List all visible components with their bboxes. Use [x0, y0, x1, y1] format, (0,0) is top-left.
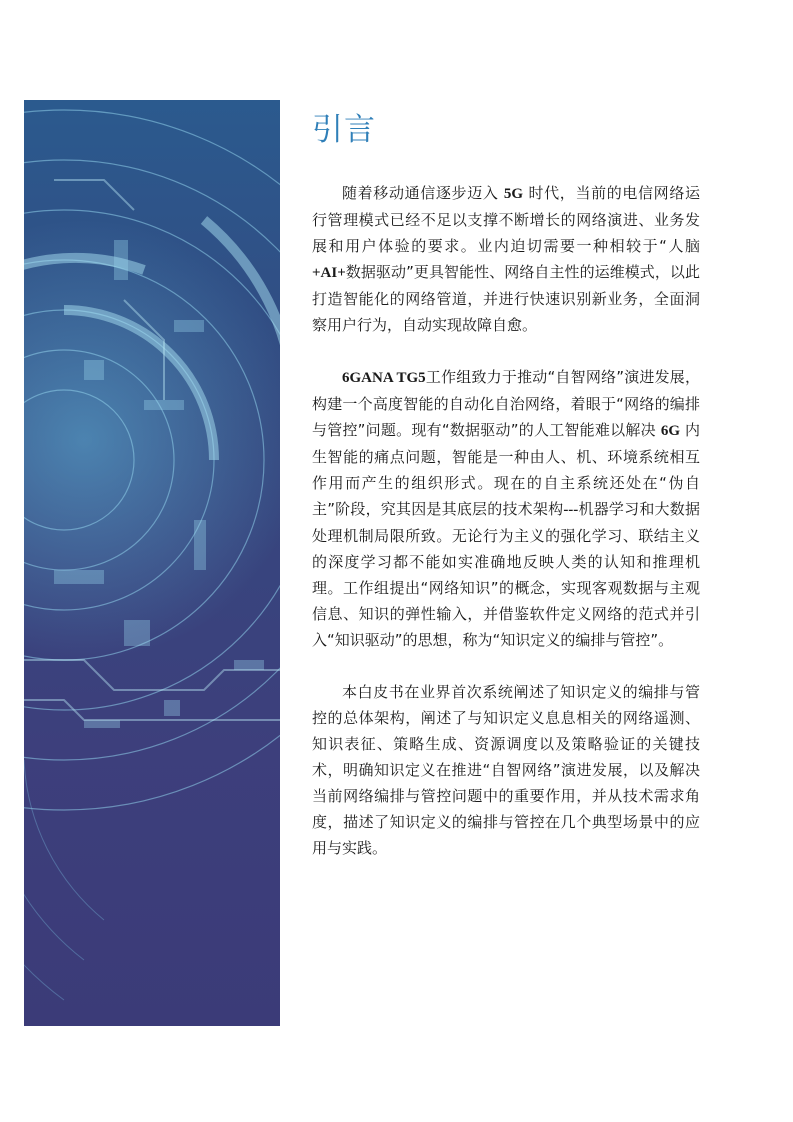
decorative-side-panel: [24, 100, 280, 1026]
text-run: 内生智能的痛点问题，智能是一种由人、机、环境系统相互作用而产生的组织形式。现在的自主系统还处在“伪自主”阶段，究其因是其底层的技术架构: [312, 421, 700, 518]
paragraph-1: [312, 180, 700, 338]
bold-run: +AI+: [312, 265, 346, 281]
body-text: [312, 180, 700, 887]
page-title: 引言: [312, 112, 376, 148]
text-run: 工作组致力于推动“自智网络”演进发展，构建一个高度智能的自动化自治网络，着眼于“网络的编排与管控”问题。现有“数据驱动”的人工智能难以解决: [312, 368, 700, 439]
paragraph-2: [312, 364, 700, 653]
text-run: 随着移动通信逐步迈入: [342, 184, 504, 202]
text-run: 时代，当前的电信网络运行管理模式已经不足以支撑不断增长的网络演进、业务发展和用户体验的要求。业内迫切需要一种相较于“人脑: [312, 184, 700, 255]
text-run: 机器学习和大数据处理机制局限所致。无论行为主义的强化学习、联结主义的深度学习都不能如实准确地反映人类的认知和推理机理。工作组提出“网络知识”的概念，实现客观数据与主观信息、知识的弹性输入，并借鉴软件定义网络的范式并引入“知识驱动”的思想，称为“知识定义的编排与管控”。: [312, 500, 700, 649]
text-run: 数据驱动”更具智能性、网络自主性的运维模式，以此打造智能化的网络管道，并进行快速识别新业务，全面洞察用户行为，自动实现故障自愈。: [312, 263, 700, 334]
bold-run: 6G: [660, 423, 680, 439]
bold-run: 5G: [503, 186, 524, 202]
bold-run: ---: [563, 502, 579, 518]
bold-run: 6GANA TG5: [342, 370, 426, 386]
circuit-pattern-graphic: [24, 100, 280, 1026]
paragraph-3: [312, 679, 700, 861]
text-run: 本白皮书在业界首次系统阐述了知识定义的编排与管控的总体架构，阐述了与知识定义息息相关的网络遥测、知识表征、策略生成、资源调度以及策略验证的关键技术，明确知识定义在推进“自智网络”演进发展，以及解决当前网络编排与管控问题中的重要作用，并从技术需求角度，描述了知识定义的编排与管控在几个典型场景中的应用与实践。: [312, 683, 700, 857]
